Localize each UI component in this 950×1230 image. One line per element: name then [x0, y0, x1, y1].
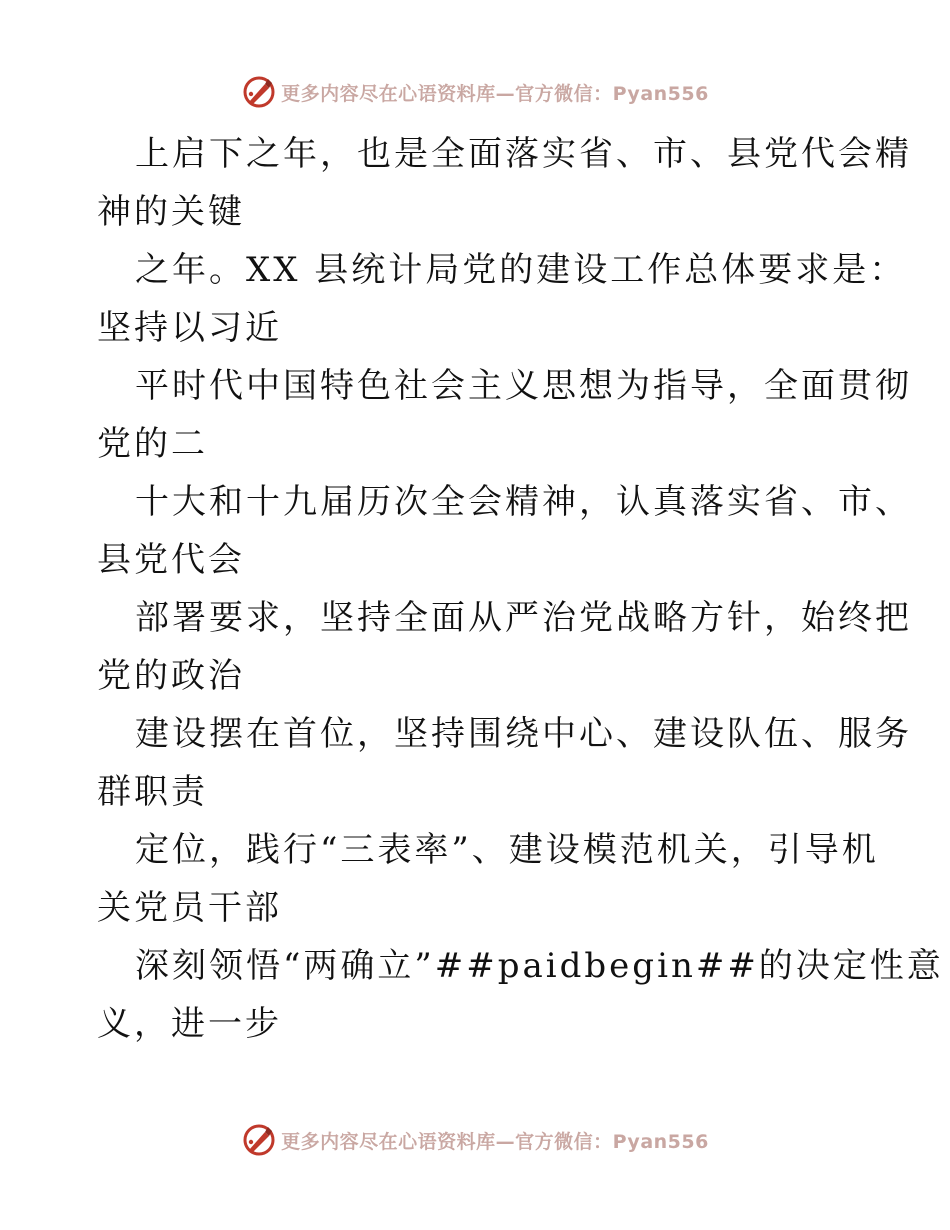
header-watermark-banner	[0, 72, 950, 112]
text-line-8: 县党代会	[97, 540, 245, 580]
text-line-7: 十大和十九届历次全会精神，认真落实省、市、	[135, 482, 912, 522]
watermark-text: 更多内容尽在心语资料库—官方微信：Pyan556	[281, 1130, 709, 1153]
text-line-3: 之年。XX 县统计局党的建设工作总体要求是：	[135, 250, 907, 290]
footer-watermark-banner	[0, 1120, 950, 1160]
text-line-11: 建设摆在首位，坚持围绕中心、建设队伍、服务	[135, 714, 912, 754]
watermark-text: 更多内容尽在心语资料库—官方微信：Pyan556	[281, 82, 709, 105]
text-line-6: 党的二	[97, 424, 208, 464]
pen-logo-icon	[241, 1122, 277, 1158]
text-line-2: 神的关键	[97, 192, 245, 232]
text-line-1: 上启下之年，也是全面落实省、市、县党代会精	[135, 134, 912, 174]
text-line-15: 深刻领悟“两确立”##paidbegin##的决定性意	[135, 946, 944, 986]
text-line-10: 党的政治	[97, 656, 245, 696]
text-line-5: 平时代中国特色社会主义思想为指导，全面贯彻	[135, 366, 912, 406]
pen-logo-icon	[241, 74, 277, 110]
text-line-14: 关党员干部	[97, 888, 282, 928]
document-body	[97, 125, 944, 1053]
text-line-4: 坚持以习近	[97, 308, 282, 348]
text-line-9: 部署要求，坚持全面从严治党战略方针，始终把	[135, 598, 912, 638]
text-line-13: 定位，践行“三表率”、建设模范机关，引导机	[135, 830, 879, 870]
text-line-12: 群职责	[97, 772, 208, 812]
text-line-16: 义，进一步	[97, 1004, 282, 1044]
